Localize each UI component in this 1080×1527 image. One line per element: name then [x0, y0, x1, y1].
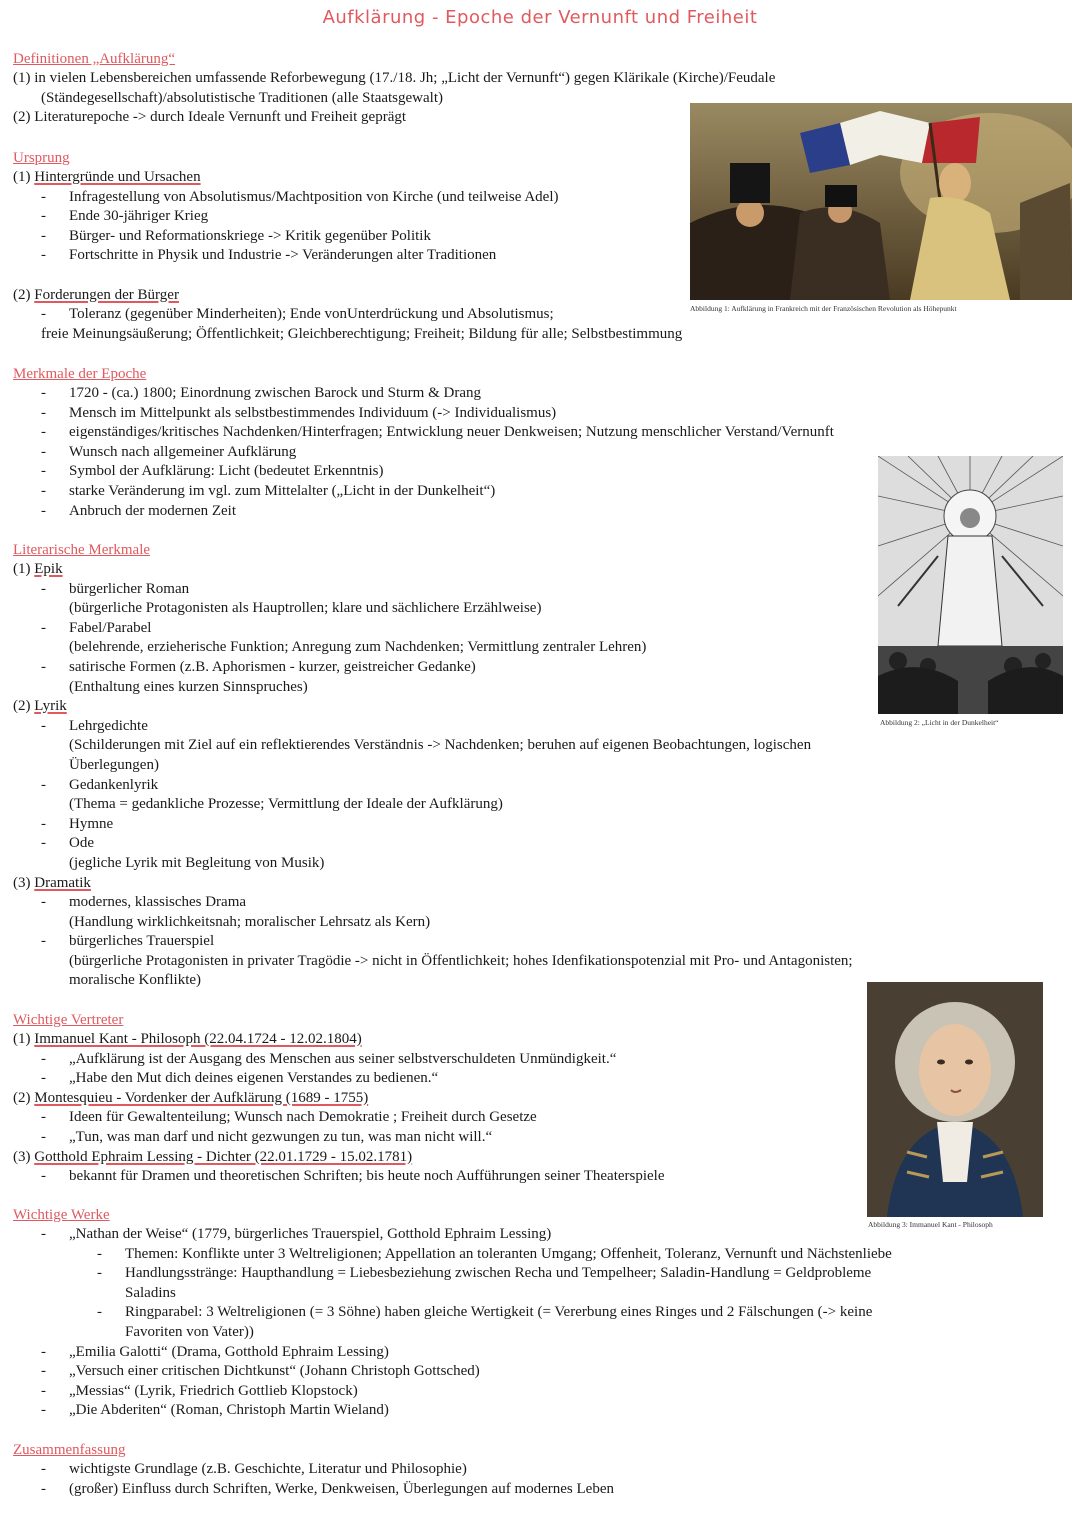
list-item: Anbruch der modernen Zeit — [69, 502, 237, 519]
list-item: Fortschritte in Physik und Industrie -> Veränderungen alter Traditionen — [69, 247, 497, 264]
list-item: starke Veränderung im vgl. zum Mittelalter („Licht in der Dunkelheit“) — [69, 482, 496, 499]
quote: „Aufklärung ist der Ausgang des Menschen aus seiner selbstverschuldeten Unmündigkeit.“ — [69, 1050, 617, 1067]
list-number: (1) — [13, 169, 35, 185]
list-item: Symbol der Aufklärung: Licht (bedeutet Erkenntnis) — [69, 463, 384, 480]
sub-item: Handlungsstränge: Haupthandlung = Liebesbeziehung zwischen Recha und Tempelheer; Saladin-Handlung = Geldprobleme — [125, 1265, 872, 1282]
list-item: 1720 - (ca.) 1800; Einordnung zwischen Barock und Sturm & Drang — [69, 385, 481, 401]
list-item: Gedankenlyrik — [69, 776, 159, 793]
subheading-lyrik: Lyrik — [34, 698, 67, 715]
figure2-caption: Abbildung 2: „Licht in der Dunkelheit“ — [880, 718, 999, 727]
text-line: (Ständegesellschaft)/absolutistische Traditionen (alle Staatsgewalt) — [41, 89, 443, 106]
section-werke — [13, 1205, 1063, 1421]
subheading-epik: Epik — [34, 561, 63, 577]
sub-item-continuation: Favoriten von Vater)) — [125, 1323, 254, 1340]
text-line: (2) Literaturepoche -> durch Ideale Vernunft und Freiheit geprägt — [13, 109, 407, 126]
heading-literarisch: Literarische Merkmale — [13, 542, 151, 558]
work-item: „Die Abderiten“ (Roman, Christoph Martin Wieland) — [69, 1402, 389, 1419]
list-item-detail: (Handlung wirklichkeitsnah; moralischer Lehrsatz als Kern) — [69, 913, 431, 930]
list-item: modernes, klassisches Drama — [69, 894, 247, 911]
liberty-illustration — [690, 103, 1072, 300]
list-number: (3) — [13, 1148, 35, 1165]
list-item: Bürger- und Reformationskriege -> Kritik gegenüber Politik — [69, 227, 431, 244]
subheading-forderungen: Forderungen der Bürger — [34, 286, 179, 303]
engraving-illustration — [878, 456, 1063, 714]
list-item-detail: Überlegungen) — [69, 756, 159, 773]
list-item: Toleranz (gegenüber Minderheiten); Ende vonUnterdrückung und Absolutismus; — [69, 306, 554, 323]
person-kant: Immanuel Kant - Philosoph (22.04.1724 - 12.02.1804) — [34, 1031, 362, 1047]
sub-item: Ringparabel: 3 Weltreligionen (= 3 Söhne) haben gleiche Wertigkeit (= Vererbung eines Ringes und 2 Fälschungen (-> keine — [125, 1304, 873, 1321]
list-item: satirische Formen (z.B. Aphorismen - kurzer, geistreicher Gedanke) — [69, 658, 476, 675]
quote: „Tun, was man darf und nicht gezwungen zu tun, was man nicht will.“ — [69, 1128, 493, 1145]
figure-liberty-painting — [690, 103, 1072, 300]
work-item: „Nathan der Weise“ (1779, bürgerliches Trauerspiel, Gotthold Ephraim Lessing) — [69, 1226, 552, 1242]
list-item-detail: (Enthaltung eines kurzen Sinnspruches) — [69, 678, 308, 695]
list-item: bürgerliches Trauerspiel — [69, 933, 215, 950]
heading-merkmale: Merkmale der Epoche — [13, 366, 147, 382]
list-item: eigenständiges/kritisches Nachdenken/Hinterfragen; Entwicklung neuer Denkweisen; Nutzung menschlicher Verstand/Vernunft — [69, 424, 834, 441]
list-item: Hymne — [69, 815, 114, 832]
list-item-detail: (bürgerliche Protagonisten als Hauptrollen; klare und sächlichere Erzählweise) — [69, 600, 542, 617]
subheading-hintergruende: Hintergründe und Ursachen — [34, 169, 201, 185]
list-item: bürgerlicher Roman — [69, 580, 190, 597]
subheading-dramatik: Dramatik — [34, 874, 91, 891]
text-line: (1) in vielen Lebensbereichen umfassende Reforbewegung (17./18. Jh; „Licht der Vernunft“) gegen Klärikale (Kirche)/Feudale — [13, 70, 776, 86]
section-zusammenfassung — [13, 1440, 1063, 1499]
figure-kant-portrait — [867, 982, 1043, 1217]
list-item: Ode — [69, 835, 94, 852]
list-item: Ende 30-jähriger Krieg — [69, 208, 209, 225]
sub-item: Themen: Konflikte unter 3 Weltreligionen; Appellation an toleranten Umgang; Offenheit, Toleranz, Vernunft und Nächstenliebe — [125, 1245, 892, 1262]
heading-ursprung: Ursprung — [13, 150, 70, 166]
list-number: (1) — [13, 1031, 35, 1047]
list-item: Mensch im Mittelpunkt als selbstbestimmendes Individuum (-> Individualismus) — [69, 404, 557, 421]
sub-item-continuation: Saladins — [125, 1284, 176, 1301]
list-item: (großer) Einfluss durch Schriften, Werke, Denkweisen, Überlegungen auf modernes Leben — [69, 1480, 614, 1497]
heading-zusammenfassung: Zusammenfassung — [13, 1442, 126, 1458]
list-item-detail: (jegliche Lyrik mit Begleitung von Musik) — [69, 854, 325, 871]
person-lessing: Gotthold Ephraim Lessing - Dichter (22.01.1729 - 15.02.1781) — [34, 1148, 413, 1165]
page-title: Aufklärung - Epoche der Vernunft und Freiheit — [322, 7, 758, 28]
list-number: (2) — [13, 286, 35, 303]
portrait-illustration — [867, 982, 1043, 1217]
list-number: (2) — [13, 698, 35, 715]
figure3-caption: Abbildung 3: Immanuel Kant - Philosoph — [868, 1220, 993, 1229]
list-item: Infragestellung von Absolutismus/Machtposition von Kirche (und teilweise Adel) — [69, 188, 559, 205]
work-item: „Messias“ (Lyrik, Friedrich Gottlieb Klopstock) — [69, 1382, 358, 1399]
heading-definitionen: Definitionen „Aufklärung“ — [13, 51, 176, 67]
list-item: Wunsch nach allgemeiner Aufklärung — [69, 443, 297, 460]
work-item: „Emilia Galotti“ (Drama, Gotthold Ephraim Lessing) — [69, 1343, 389, 1360]
list-item-detail: (bürgerliche Protagonisten in privater Tragödie -> nicht in Öffentlichkeit; hohes Idenfikationspotenzial mit Pro- und Antagonisten; — [69, 952, 853, 969]
list-item: Lehrgedichte — [69, 717, 148, 734]
work-item: „Versuch einer critischen Dichtkunst“ (Johann Christoph Gottsched) — [69, 1363, 480, 1380]
heading-vertreter: Wichtige Vertreter — [13, 1012, 124, 1028]
quote: „Habe den Mut dich deines eigenen Verstandes zu bedienen.“ — [69, 1070, 439, 1087]
list-number: (2) — [13, 1089, 35, 1106]
list-item: Ideen für Gewaltenteilung; Wunsch nach Demokratie ; Freiheit durch Gesetze — [69, 1109, 537, 1126]
person-montesquieu: Montesquieu - Vordenker der Aufklärung (1689 - 1755) — [34, 1089, 369, 1106]
figure-light-engraving — [878, 456, 1063, 714]
list-item: bekannt für Dramen und theoretischen Schriften; bis heute noch Aufführungen seiner Theaterspiele — [69, 1168, 665, 1185]
heading-werke: Wichtige Werke — [13, 1207, 110, 1223]
list-item-detail: (belehrende, erzieherische Funktion; Anregung zum Nachdenken; Vermittlung zentraler Lehren) — [69, 639, 647, 656]
list-item-continuation: freie Meinungsäußerung; Öffentlichkeit; Gleichberechtigung; Freiheit; Bildung für alle; Selbstbestimmung — [41, 325, 683, 342]
list-item-detail: (Schilderungen mit Ziel auf ein reflektierendes Verständnis -> Nachdenken; beruhen auf eigenen Beobachtungen, logischen — [69, 737, 812, 754]
list-item: Fabel/Parabel — [69, 619, 152, 636]
list-item-detail: moralische Konflikte) — [69, 972, 202, 989]
list-item: wichtigste Grundlage (z.B. Geschichte, Literatur und Philosophie) — [69, 1461, 467, 1477]
list-number: (1) — [13, 561, 35, 577]
list-item-detail: (Thema = gedankliche Prozesse; Vermittlung der Ideale der Aufklärung) — [69, 796, 503, 813]
figure1-caption: Abbildung 1: Aufklärung in Frankreich mit der Französischen Revolution als Höhepunkt — [690, 304, 957, 313]
list-number: (3) — [13, 874, 35, 891]
